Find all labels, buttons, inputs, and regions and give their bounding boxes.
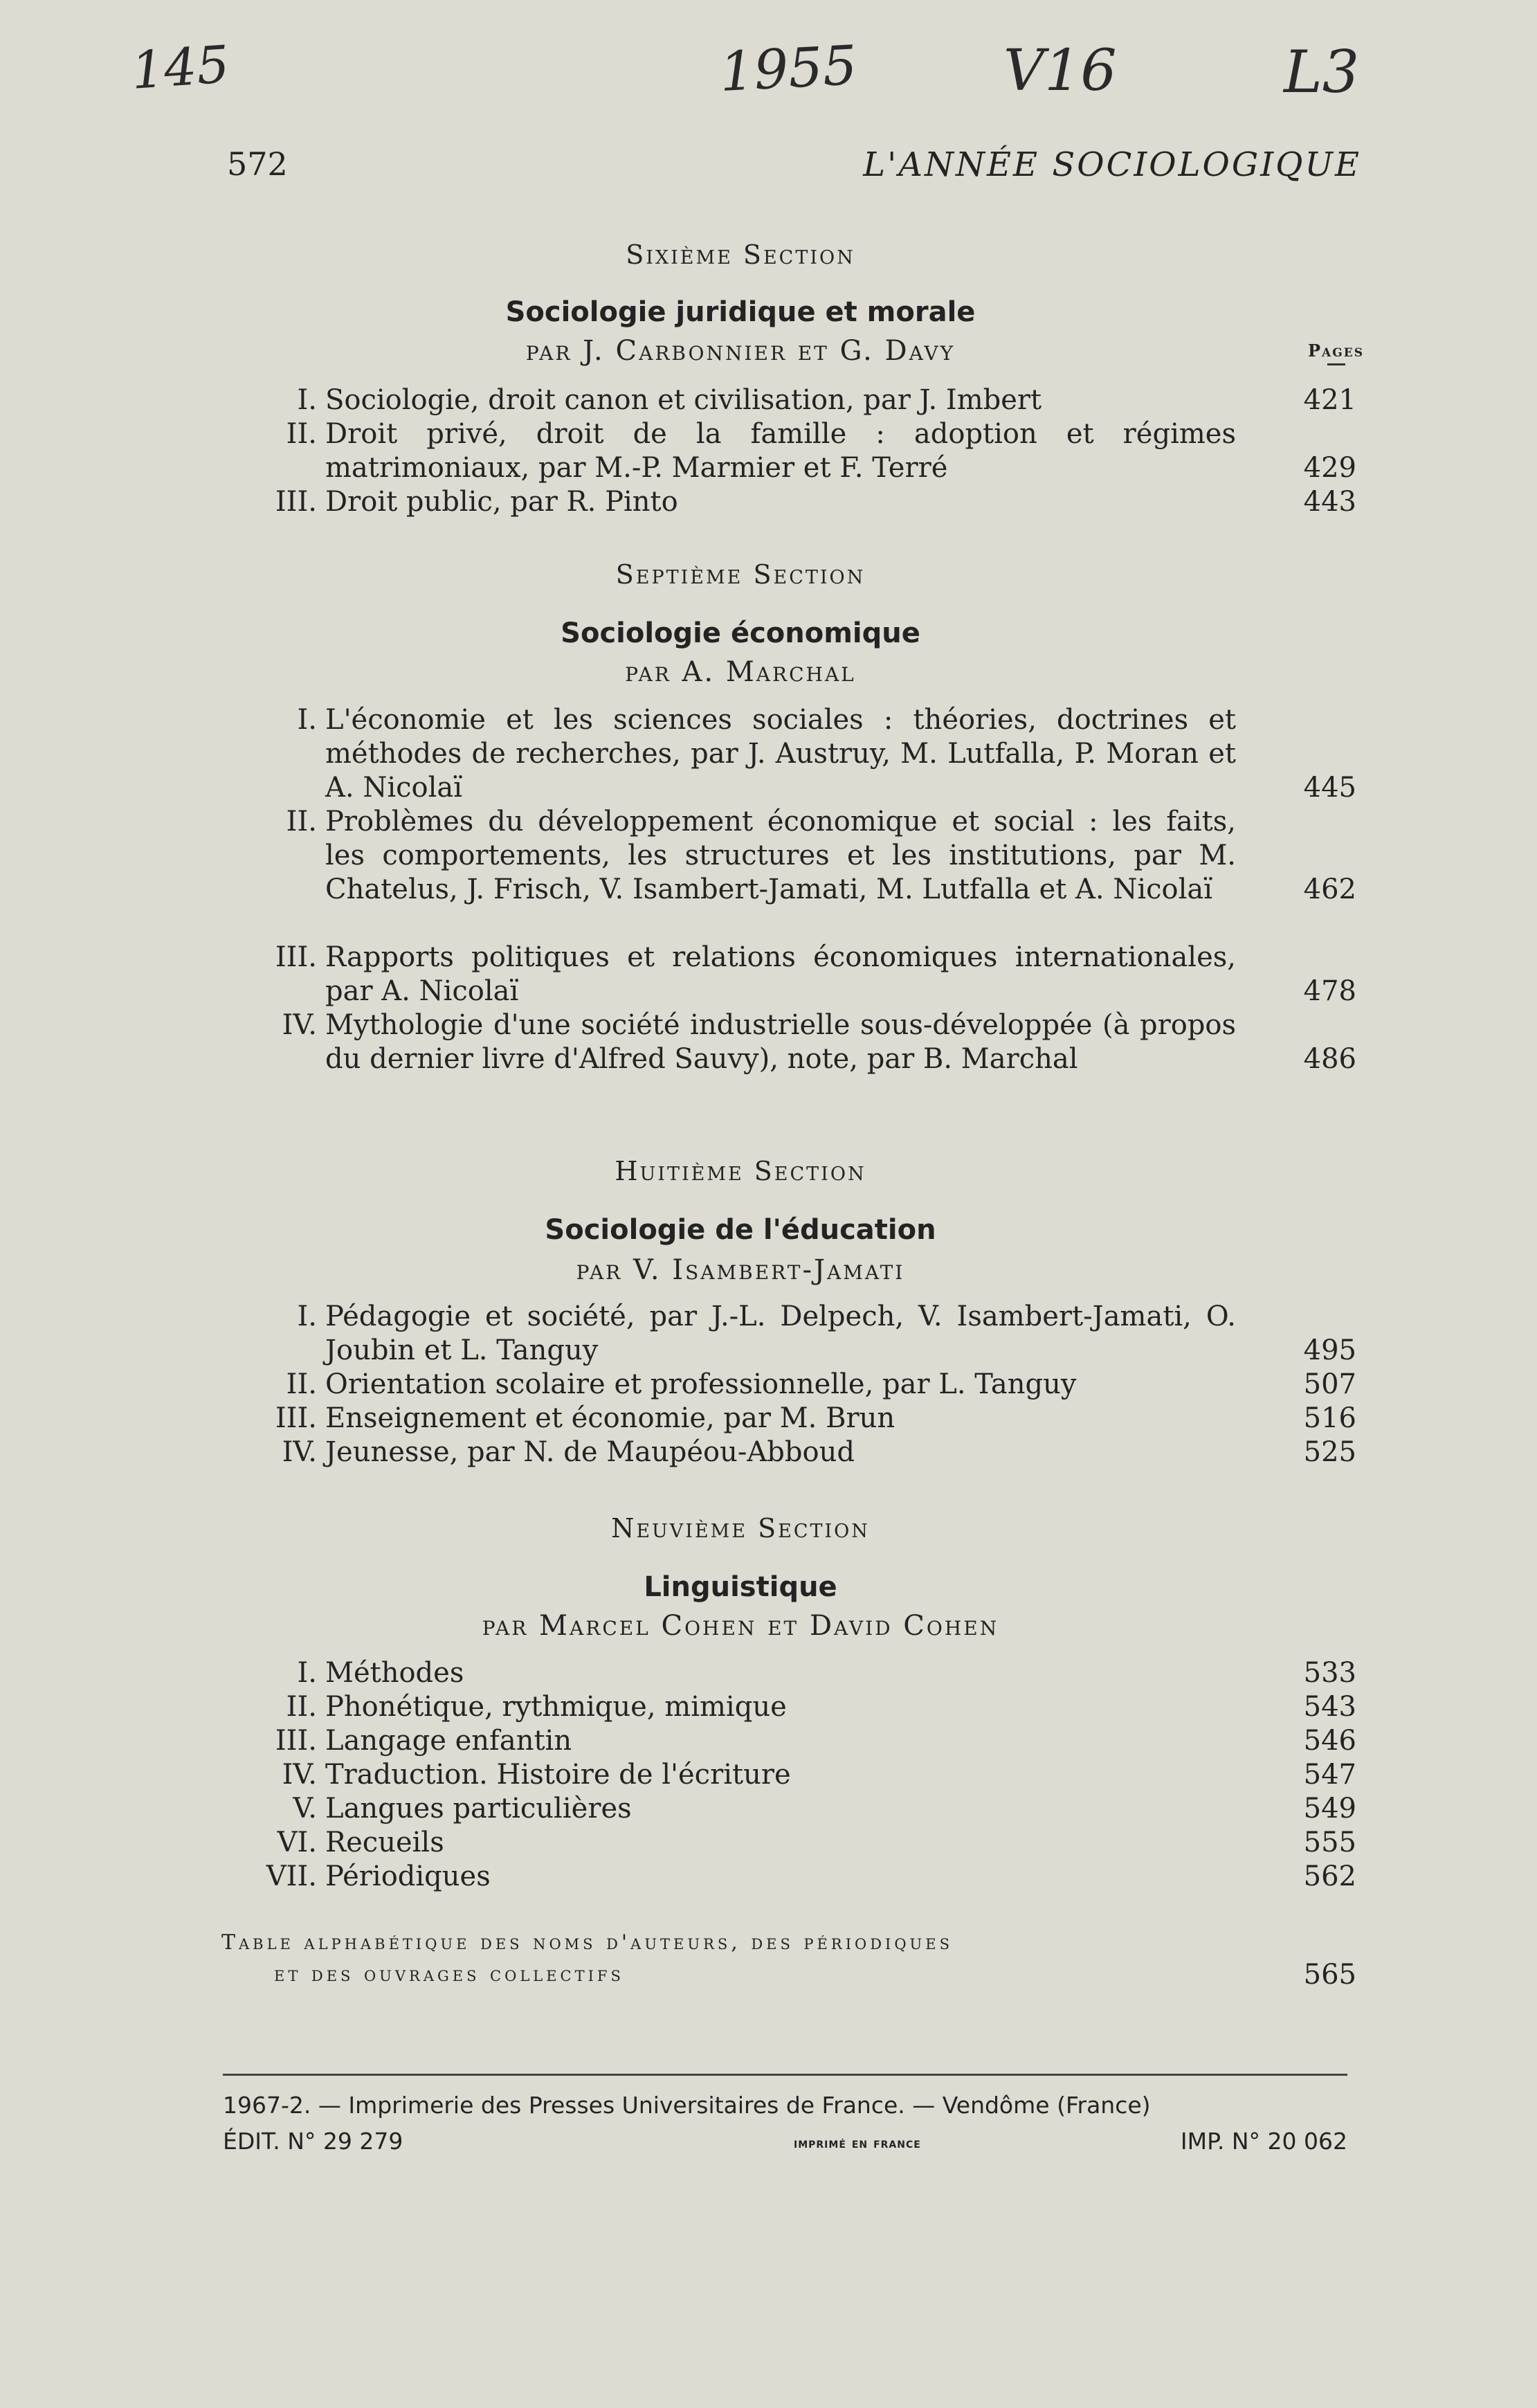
entry-page: 478 — [1303, 975, 1356, 1007]
footer-rule — [223, 2074, 1347, 2076]
section-heading: Sixième Section — [626, 239, 855, 270]
toc-entry — [228, 1860, 1356, 1894]
section-heading: Neuvième Section — [611, 1513, 870, 1544]
entry-page: 547 — [1303, 1759, 1356, 1791]
entry-number: II. — [286, 1368, 317, 1400]
toc-entry — [228, 417, 1356, 485]
running-title: L'ANNÉE SOCIOLOGIQUE — [863, 145, 1361, 184]
index-entry-page: 565 — [1303, 1959, 1356, 1991]
entry-number: III. — [275, 1402, 317, 1434]
toc-entry — [228, 383, 1356, 417]
entry-text: L'économie et les sciences sociales : théories, doctrines et méthodes de recherches, par J. Austruy, M. Lutfalla, P. Moran et A. Nicolaï — [325, 704, 1236, 804]
entry-text: Mythologie d'une société industrielle sous-développée (à propos du dernier livre d'Alfred Sauvy), note, par B. Marchal — [325, 1009, 1236, 1075]
entry-number: IV. — [282, 1759, 317, 1791]
colophon-line — [223, 2092, 1347, 2119]
toc-entry — [228, 1368, 1356, 1402]
entry-text: Phonétique, rythmique, mimique — [325, 1691, 787, 1723]
entry-text: Traduction. Histoire de l'écriture — [325, 1759, 791, 1791]
section-byline — [221, 656, 1259, 688]
section-heading: Huitième Section — [615, 1156, 866, 1186]
entry-page: 549 — [1303, 1793, 1356, 1825]
entry-page: 555 — [1303, 1827, 1356, 1858]
byline-text: par J. Carbonnier et G. Davy — [525, 335, 956, 367]
section-title: Linguistique — [644, 1571, 837, 1603]
entry-number: IV. — [282, 1436, 317, 1468]
toc-entry — [228, 1436, 1356, 1469]
handwritten-note: L3 — [1284, 38, 1360, 106]
entry-page: 443 — [1303, 486, 1356, 518]
toc-entry — [228, 1826, 1356, 1860]
section-byline — [221, 1254, 1259, 1286]
entry-page: 421 — [1303, 384, 1356, 416]
handwritten-note: 1955 — [718, 34, 859, 105]
pages-column-header — [1308, 341, 1364, 365]
section-title: Sociologie économique — [561, 617, 920, 649]
index-entry-line2-row — [221, 1959, 1356, 1991]
impression-number: IMP. N° 20 062 — [1180, 2128, 1347, 2155]
entry-text: Méthodes — [325, 1657, 464, 1689]
entry-text: Recueils — [325, 1827, 444, 1858]
byline-text: par V. Isambert-Jamati — [576, 1254, 905, 1286]
entry-text: Droit privé, droit de la famille : adoption et régimes matrimoniaux, par M.-P. Marmier et F. Terré — [325, 418, 1236, 484]
entry-number: IV. — [282, 1009, 317, 1041]
byline-text: par Marcel Cohen et David Cohen — [482, 1610, 999, 1642]
entry-page: 516 — [1303, 1402, 1356, 1434]
entry-page: 495 — [1303, 1334, 1356, 1366]
entry-page: 445 — [1303, 772, 1356, 804]
entry-number: I. — [297, 704, 317, 736]
toc-entry — [228, 485, 1356, 519]
entry-number: III. — [275, 941, 317, 973]
entry-page: 533 — [1303, 1657, 1356, 1689]
entry-page: 525 — [1303, 1436, 1356, 1468]
byline-text: par A. Marchal — [625, 656, 856, 688]
entry-page: 546 — [1303, 1725, 1356, 1757]
section-byline — [221, 1610, 1259, 1642]
entry-number: I. — [297, 1657, 317, 1689]
entry-number: III. — [275, 1725, 317, 1757]
entry-number: II. — [286, 806, 317, 838]
index-entry-line1: Table alphabétique des noms d'auteurs, des périodiques — [221, 1930, 953, 1955]
entry-page: 429 — [1303, 452, 1356, 484]
entry-text: Périodiques — [325, 1861, 491, 1892]
toc-entry — [228, 1402, 1356, 1436]
page-number: 572 — [227, 145, 288, 183]
handwritten-note: 145 — [129, 35, 232, 101]
toc-entry — [228, 1008, 1356, 1076]
entry-page: 562 — [1303, 1861, 1356, 1892]
toc-entry — [228, 805, 1356, 907]
entry-text: Rapports politiques et relations économiques internationales, par A. Nicolaï — [325, 941, 1236, 1007]
entry-text: Pédagogie et société, par J.-L. Delpech, V. Isambert-Jamati, O. Joubin et L. Tanguy — [325, 1301, 1236, 1366]
toc-entry — [228, 1300, 1356, 1368]
entry-text: Langues particulières — [325, 1793, 632, 1825]
entry-number: I. — [297, 384, 317, 416]
entry-number: I. — [297, 1301, 317, 1332]
printer-info: 1967-2. — Imprimerie des Presses Universitaires de France. — Vendôme (France) — [223, 2092, 1151, 2119]
section-title: Sociologie juridique et morale — [505, 296, 976, 328]
entry-page: 486 — [1303, 1043, 1356, 1075]
entry-text: Sociologie, droit canon et civilisation, par J. Imbert — [325, 384, 1042, 416]
entry-text: Orientation scolaire et professionnelle, par L. Tanguy — [325, 1368, 1077, 1400]
index-entry-line2: et des ouvrages collectifs — [274, 1962, 624, 1986]
pages-label: Pages — [1308, 341, 1364, 361]
entry-number: II. — [286, 1691, 317, 1723]
entry-text: Enseignement et économie, par M. Brun — [325, 1402, 895, 1434]
entry-text: Droit public, par R. Pinto — [325, 486, 678, 518]
toc-entry — [228, 1690, 1356, 1724]
toc-entry — [228, 1758, 1356, 1792]
entry-page: 507 — [1303, 1368, 1356, 1400]
toc-entry — [228, 1656, 1356, 1690]
colophon-line — [223, 2128, 1347, 2155]
entry-number: V. — [293, 1793, 317, 1825]
toc-entry — [228, 1724, 1356, 1758]
toc-entry — [228, 1792, 1356, 1826]
section-heading: Septième Section — [615, 559, 866, 590]
entry-page: 462 — [1303, 873, 1356, 905]
index-entry — [221, 1927, 1356, 1991]
handwritten-note: V16 — [1003, 38, 1117, 104]
entry-text: Problèmes du développement économique et social : les faits, les comportements, les structures et les institutions, par M. Chatelus, J. Frisch, V. Isambert-Jamati, M. Lutfalla et A. Nicolaï — [325, 806, 1236, 905]
entry-number: III. — [275, 486, 317, 518]
edition-number: ÉDIT. N° 29 279 — [223, 2128, 403, 2155]
entry-number: VI. — [277, 1827, 317, 1858]
section-title: Sociologie de l'éducation — [545, 1214, 936, 1246]
running-head — [0, 145, 1537, 187]
entry-text: Jeunesse, par N. de Maupéou-Abboud — [325, 1436, 855, 1468]
toc-entry — [228, 703, 1356, 805]
toc-entry — [228, 941, 1356, 1008]
entry-number: II. — [286, 418, 317, 450]
printed-in-france: imprimé en france — [794, 2135, 921, 2151]
entry-page: 543 — [1303, 1691, 1356, 1723]
entry-text: Langage enfantin — [325, 1725, 572, 1757]
entry-number: VII. — [266, 1861, 317, 1892]
section-byline — [221, 335, 1259, 367]
